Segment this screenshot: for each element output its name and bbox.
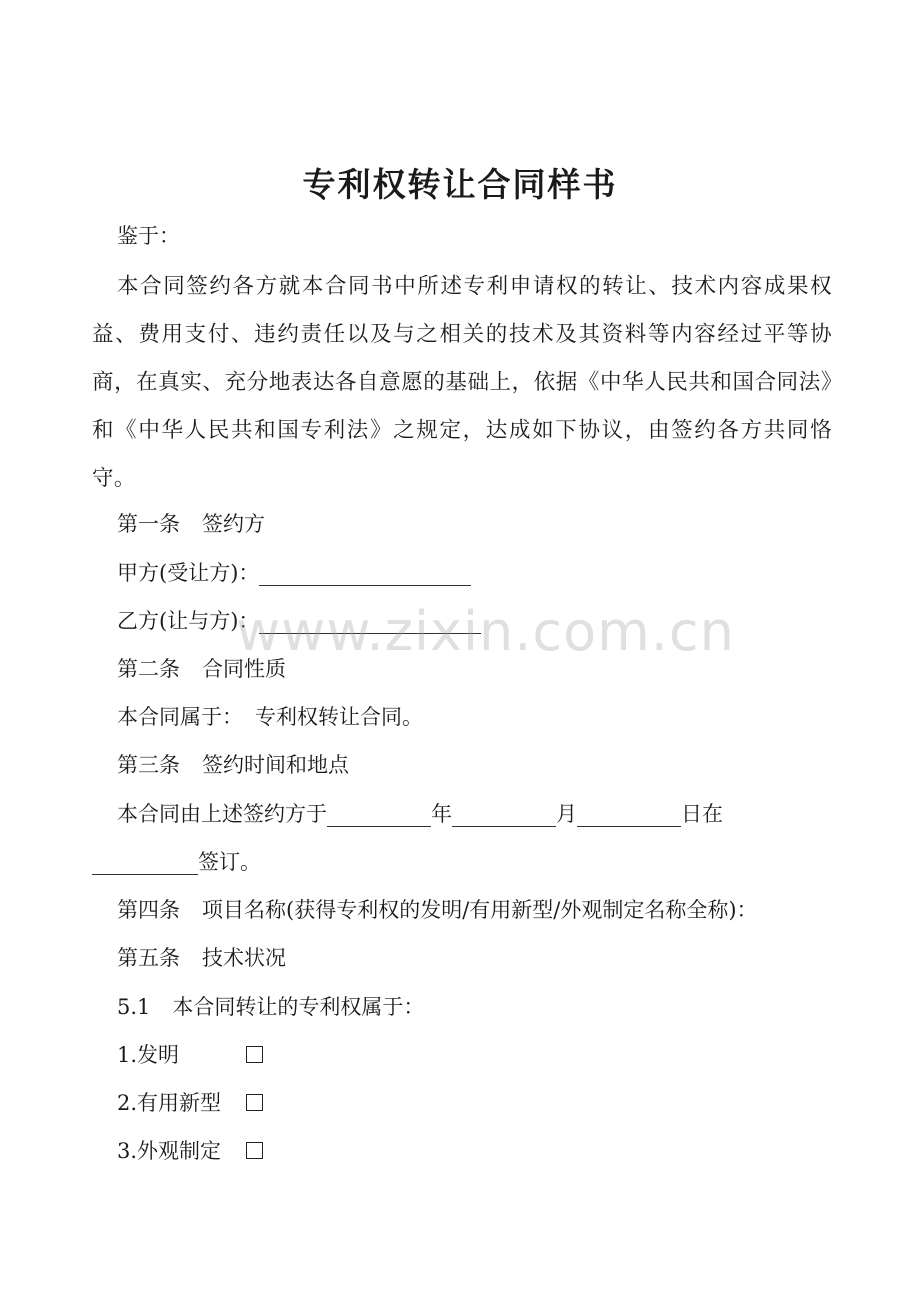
clause-5-1	[117, 983, 424, 1031]
option-label: 1.发明	[117, 1043, 180, 1067]
clause-number: 5.1	[117, 995, 151, 1019]
signing-line	[117, 790, 723, 838]
whereas-label: 鉴于：	[117, 224, 180, 248]
party-a-line	[117, 549, 471, 597]
document-title: 专利权转让合同样书	[302, 165, 618, 204]
utility-model-checkbox[interactable]	[246, 1094, 263, 1111]
article-number: 第四条	[117, 898, 180, 922]
option-utility-model	[117, 1079, 221, 1127]
option-label: 2.有用新型	[117, 1091, 222, 1115]
signing-place-line	[92, 838, 261, 886]
article-number: 第一条	[117, 512, 180, 536]
article-title: 项目名称(获得专利权的发明/有用新型/外观制定名称全称)：	[202, 898, 758, 922]
article-number: 第三条	[117, 753, 180, 777]
invention-checkbox[interactable]	[246, 1046, 263, 1063]
year-blank[interactable]	[327, 798, 431, 827]
article-3-heading	[117, 741, 349, 789]
place-blank[interactable]	[92, 846, 198, 875]
party-b-label: 乙方(让与方)：	[117, 609, 260, 633]
day-blank[interactable]	[577, 798, 681, 827]
signing-prefix: 本合同由上述签约方于	[117, 802, 327, 826]
nature-value: 专利权转让合同。	[255, 705, 423, 729]
watermark: www.zixin.com.cn	[236, 600, 735, 663]
article-number: 第五条	[117, 946, 180, 970]
day-label: 日在	[681, 802, 723, 826]
clause-text: 本合同转让的专利权属于：	[172, 995, 425, 1019]
party-b-line	[117, 597, 481, 645]
party-a-blank[interactable]	[259, 557, 471, 586]
month-label: 月	[556, 802, 577, 826]
party-a-label: 甲方(受让方)：	[117, 561, 260, 585]
article-title: 技术状况	[202, 946, 286, 970]
preamble-paragraph: 本合同签约各方就本合同书中所述专利申请权的转让、技术内容成果权益、费用支付、违约责任以及与之相关的技术及其资料等内容经过平等协商，在真实、充分地表达各自意愿的基础上，依据《中华人民共和国合同法》和《中华人民共和国专利法》之规定，达成如下协议，由签约各方共同恪守。	[92, 274, 832, 491]
signing-suffix: 签订。	[198, 850, 261, 874]
option-invention	[117, 1031, 179, 1079]
article-title: 签约方	[202, 512, 265, 536]
article-2-heading	[117, 645, 286, 693]
article-1-heading	[117, 500, 265, 548]
article-title: 签约时间和地点	[202, 753, 349, 777]
nature-label: 本合同属于：	[117, 705, 243, 729]
article-number: 第二条	[117, 657, 180, 681]
article-title: 合同性质	[202, 657, 286, 681]
article-5-heading	[117, 934, 286, 982]
option-label: 3.外观制定	[117, 1139, 222, 1163]
month-blank[interactable]	[452, 798, 556, 827]
year-label: 年	[431, 802, 452, 826]
option-design	[117, 1127, 221, 1175]
design-checkbox[interactable]	[246, 1142, 263, 1159]
article-4-heading	[117, 886, 758, 934]
nature-line	[117, 693, 423, 741]
party-b-blank[interactable]	[259, 605, 481, 634]
